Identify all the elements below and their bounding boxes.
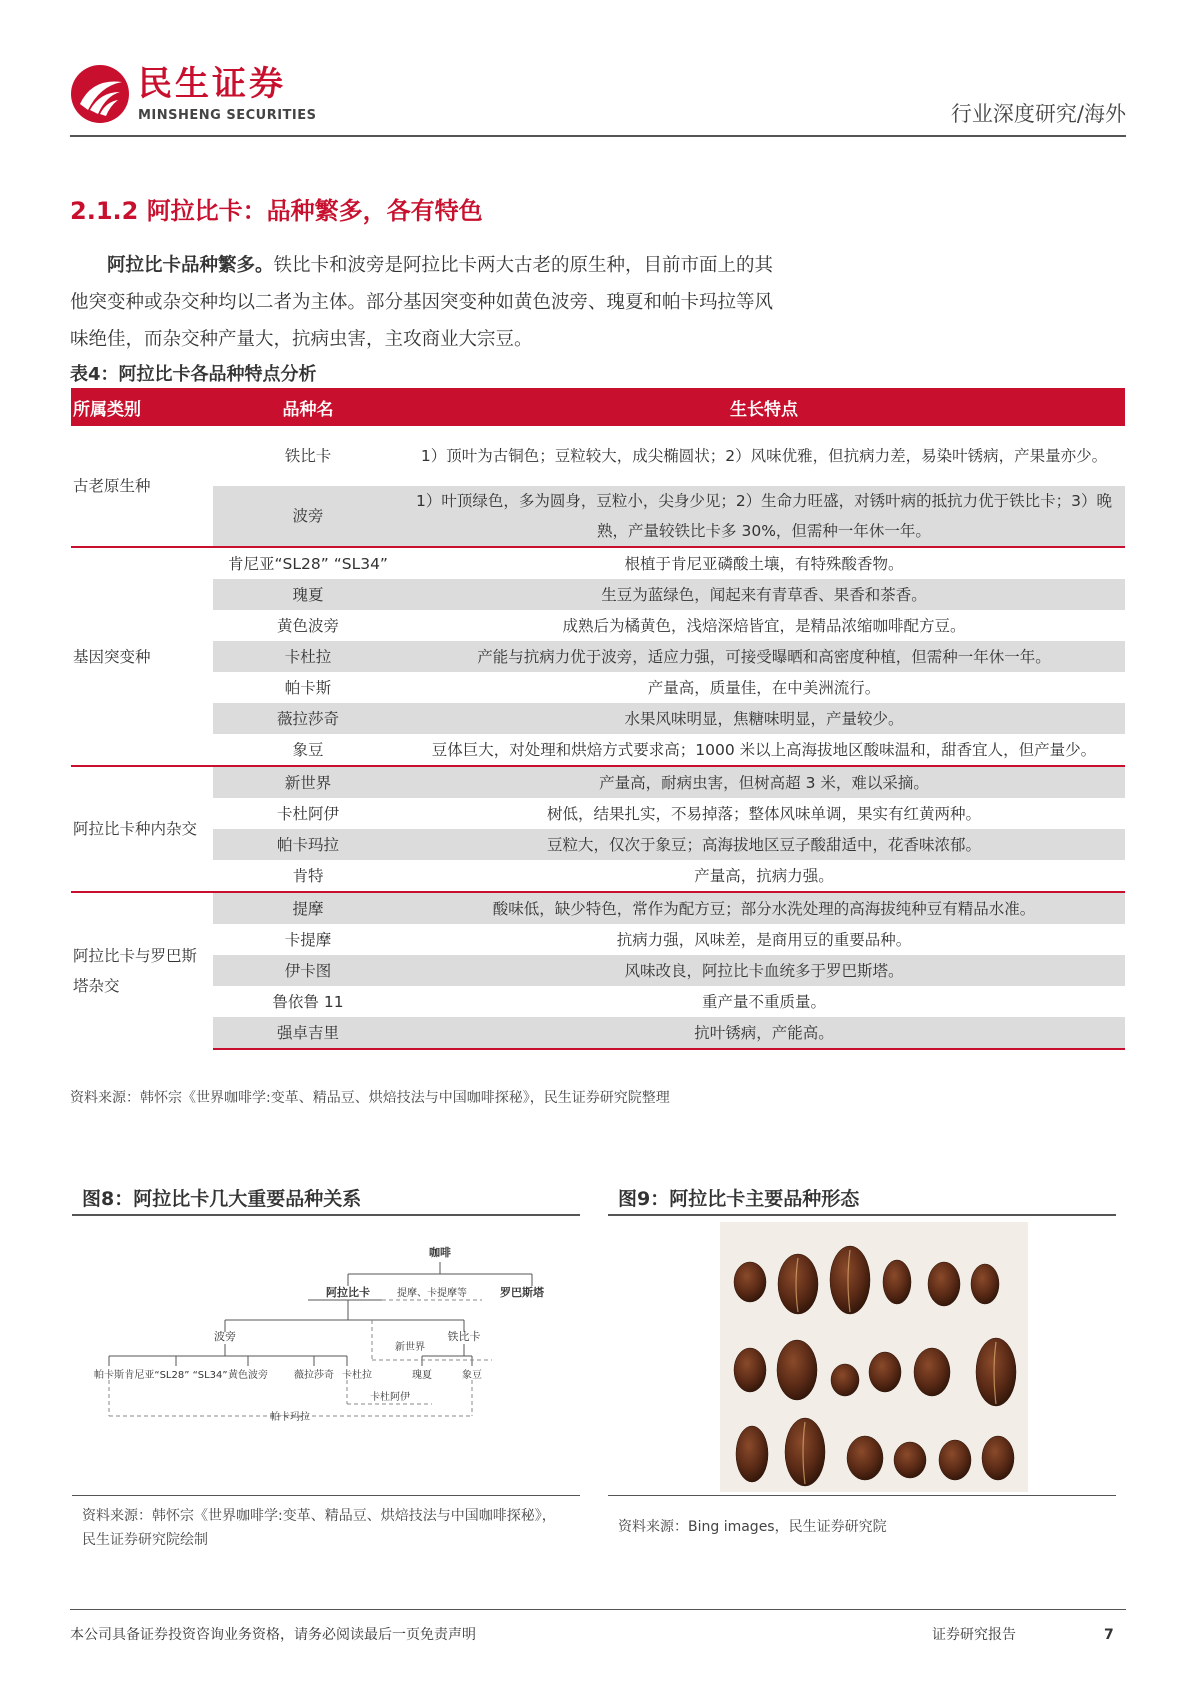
node-robusta: 罗巴斯塔 (500, 1286, 544, 1299)
table-row (71, 610, 1125, 641)
variety-relationship-diagram (72, 1220, 580, 1490)
feature-cell: 根植于肯尼亚磷酸土壤，有特殊酸香物。 (403, 547, 1125, 579)
category-cell: 阿拉比卡种内杂交 (71, 766, 213, 892)
table-row (71, 798, 1125, 829)
category-cell: 阿拉比卡与罗巴斯塔杂交 (71, 892, 213, 1049)
intro-body: 铁比卡和波旁是阿拉比卡两大古老的原生种，目前市面上的其他突变种或杂交种均以二者为主体。部分基因突变种如黄色波旁、瑰夏和帕卡玛拉等风味绝佳，而杂交种产量大，抗病虫害，主攻商业大宗豆。 (70, 255, 774, 350)
node-typica: 铁比卡 (447, 1330, 481, 1343)
variety-cell: 强卓吉里 (213, 1017, 403, 1049)
node-kenya-sl: 肯尼亚“SL28” “SL34” (124, 1370, 228, 1381)
variety-cell: 伊卡图 (213, 955, 403, 986)
intro-lead: 阿拉比卡品种繁多。 (107, 255, 274, 276)
figure8-source-line2: 民生证券研究院绘制 (82, 1532, 208, 1548)
feature-cell: 成熟后为橘黄色，浅焙深焙皆宜，是精品浓缩咖啡配方豆。 (403, 610, 1125, 641)
footer-report-type: 证券研究报告 (932, 1627, 1016, 1643)
variety-cell: 薇拉莎奇 (213, 703, 403, 734)
variety-cell: 肯尼亚“SL28” “SL34” (213, 547, 403, 579)
table-row (71, 579, 1125, 610)
feature-cell: 豆体巨大，对处理和烘焙方式要求高；1000 米以上高海拔地区酸味温和，甜香宜人，但产量少。 (403, 734, 1125, 766)
table-header-row (71, 388, 1125, 426)
feature-cell: 1）叶顶绿色，多为圆身，豆粒小，尖身少见；2）生命力旺盛，对锈叶病的抵抗力优于铁比卡；3）晚熟，产量较铁比卡多 30%，但需种一年休一年。 (403, 486, 1125, 547)
header-divider (70, 135, 1126, 137)
page-number: 7 (1104, 1627, 1114, 1643)
table-row (71, 829, 1125, 860)
header-variety: 品种名 (213, 388, 403, 426)
variety-cell: 波旁 (213, 486, 403, 547)
table-row (71, 426, 1125, 486)
node-arabica: 阿拉比卡 (326, 1286, 370, 1299)
variety-cell: 卡杜拉 (213, 641, 403, 672)
header-features: 生长特点 (403, 388, 1125, 426)
table-row (71, 547, 1125, 579)
variety-cell: 象豆 (213, 734, 403, 766)
report-category: 行业深度研究/海外 (950, 102, 1126, 126)
category-cell: 基因突变种 (71, 547, 213, 766)
footer-divider (70, 1609, 1126, 1610)
brand-name-cn: 民生证券 (138, 64, 286, 104)
table-row (71, 672, 1125, 703)
node-pacas: 帕卡斯 (94, 1370, 124, 1381)
table-row (71, 986, 1125, 1017)
feature-cell: 产量高，抗病力强。 (403, 860, 1125, 892)
figure8-source-note (82, 1504, 582, 1552)
variety-cell: 鲁依鲁 11 (213, 986, 403, 1017)
node-mundo-novo: 新世界 (395, 1342, 425, 1353)
figure9-source-note: 资料来源：Bing images，民生证券研究院 (618, 1519, 887, 1535)
feature-cell: 抗叶锈病，产能高。 (403, 1017, 1125, 1049)
table-row (71, 1017, 1125, 1049)
figure9-bottom-rule (608, 1495, 1116, 1496)
table-source-note: 资料来源：韩怀宗《世界咖啡学:变革、精品豆、烘焙技法与中国咖啡探秘》，民生证券研究院整理 (70, 1090, 670, 1106)
feature-cell: 产量高，质量佳，在中美洲流行。 (403, 672, 1125, 703)
brand-name-en: MINSHENG SECURITIES (138, 108, 317, 123)
variety-cell: 肯特 (213, 860, 403, 892)
table-row (71, 766, 1125, 798)
feature-cell: 树低，结果扎实，不易掉落；整体风味单调，果实有红黄两种。 (403, 798, 1125, 829)
node-caturra: 卡杜拉 (342, 1370, 372, 1381)
coffee-beans-photo (720, 1222, 1028, 1492)
table-row (71, 734, 1125, 766)
variety-cell: 卡提摩 (213, 924, 403, 955)
figure8-bottom-rule (72, 1495, 580, 1496)
intro-paragraph (70, 247, 790, 358)
figure8-source-line1: 资料来源：韩怀宗《世界咖啡学:变革、精品豆、烘焙技法与中国咖啡探秘》， (82, 1508, 556, 1524)
variety-cell: 提摩 (213, 892, 403, 924)
variety-cell: 帕卡斯 (213, 672, 403, 703)
node-yellow-bourbon: 黄色波旁 (228, 1370, 268, 1381)
node-maragogype: 象豆 (462, 1370, 482, 1381)
figure8-title: 图8：阿拉比卡几大重要品种关系 (82, 1188, 362, 1210)
footer-disclaimer: 本公司具备证券投资咨询业务资格，请务必阅读最后一页免责声明 (70, 1627, 476, 1643)
variety-cell: 卡杜阿伊 (213, 798, 403, 829)
variety-cell: 帕卡玛拉 (213, 829, 403, 860)
table-row (71, 924, 1125, 955)
table-row (71, 703, 1125, 734)
node-coffee: 咖啡 (429, 1246, 451, 1259)
feature-cell: 产能与抗病力优于波旁，适应力强，可接受曝晒和高密度种植，但需种一年休一年。 (403, 641, 1125, 672)
feature-cell: 生豆为蓝绿色，闻起来有青草香、果香和茶香。 (403, 579, 1125, 610)
feature-cell: 抗病力强，风味差，是商用豆的重要品种。 (403, 924, 1125, 955)
node-bourbon: 波旁 (214, 1330, 236, 1343)
node-pacamara: 帕卡玛拉 (270, 1412, 310, 1423)
figure8-top-rule (72, 1214, 580, 1216)
header-category: 所属类别 (71, 388, 213, 426)
feature-cell: 重产量不重质量。 (403, 986, 1125, 1017)
figure9-top-rule (608, 1214, 1116, 1216)
variety-cell: 铁比卡 (213, 426, 403, 486)
node-villa-sarchi: 薇拉莎奇 (294, 1370, 334, 1381)
feature-cell: 豆粒大，仅次于象豆；高海拔地区豆子酸甜适中，花香味浓郁。 (403, 829, 1125, 860)
node-hybrid-note: 提摩、卡提摩等 (397, 1288, 467, 1299)
table-row (71, 892, 1125, 924)
table-row (71, 641, 1125, 672)
table-title: 表4：阿拉比卡各品种特点分析 (70, 364, 317, 385)
minsheng-logo-icon (70, 64, 130, 124)
feature-cell: 风味改良，阿拉比卡血统多于罗巴斯塔。 (403, 955, 1125, 986)
feature-cell: 产量高，耐病虫害，但树高超 3 米，难以采摘。 (403, 766, 1125, 798)
feature-cell: 1）顶叶为古铜色；豆粒较大，成尖椭圆状；2）风味优雅，但抗病力差，易染叶锈病，产果量亦少。 (403, 426, 1125, 486)
table-row (71, 486, 1125, 547)
variety-table (71, 388, 1125, 1050)
node-catuai: 卡杜阿伊 (370, 1392, 410, 1403)
variety-cell: 新世界 (213, 766, 403, 798)
feature-cell: 酸味低，缺少特色，常作为配方豆；部分水洗处理的高海拔纯种豆有精品水准。 (403, 892, 1125, 924)
category-cell: 古老原生种 (71, 426, 213, 547)
section-title: 2.1.2 阿拉比卡：品种繁多，各有特色 (70, 197, 483, 225)
variety-cell: 黄色波旁 (213, 610, 403, 641)
feature-cell: 水果风味明显，焦糖味明显，产量较少。 (403, 703, 1125, 734)
table-row (71, 860, 1125, 892)
variety-cell: 瑰夏 (213, 579, 403, 610)
figure9-title: 图9：阿拉比卡主要品种形态 (618, 1188, 860, 1210)
table-row (71, 955, 1125, 986)
node-geisha: 瑰夏 (412, 1370, 432, 1381)
